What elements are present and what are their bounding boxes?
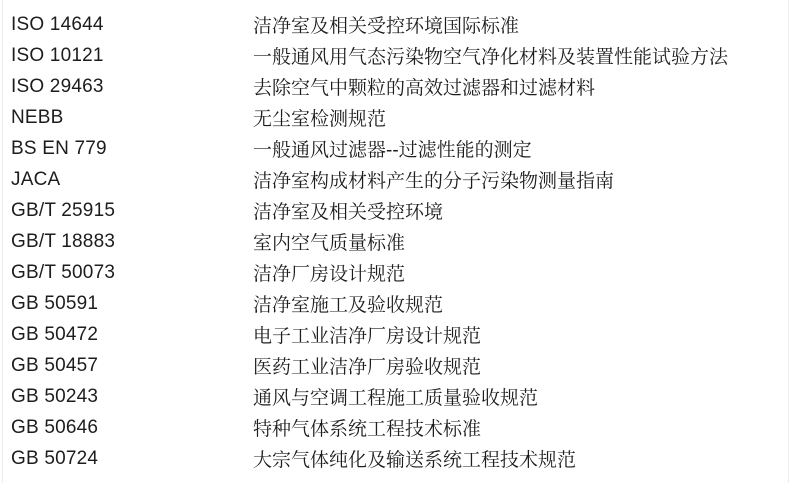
table-row bbox=[0, 164, 788, 195]
standard-code: GB 50646 bbox=[11, 416, 99, 438]
standard-description: 洁净室构成材料产生的分子污染物测量指南 bbox=[253, 171, 615, 192]
table-row bbox=[0, 443, 788, 474]
standard-code: ISO 14644 bbox=[11, 13, 104, 35]
standard-code: GB/T 50073 bbox=[11, 261, 116, 283]
standard-description: 大宗气体纯化及输送系统工程技术规范 bbox=[253, 450, 577, 471]
table-row bbox=[0, 412, 788, 443]
table-row bbox=[0, 40, 788, 71]
standards-table bbox=[0, 9, 788, 474]
table-row bbox=[0, 226, 788, 257]
standard-description: 医药工业洁净厂房验收规范 bbox=[253, 357, 482, 378]
standard-description: 特种气体系统工程技术标准 bbox=[253, 419, 482, 440]
table-row bbox=[0, 288, 788, 319]
table-row bbox=[0, 319, 788, 350]
right-edge-line bbox=[788, 0, 789, 483]
table-row bbox=[0, 195, 788, 226]
standard-description: 洁净室及相关受控环境 bbox=[253, 202, 444, 223]
standard-code: BS EN 779 bbox=[11, 137, 107, 159]
standard-code: GB/T 18883 bbox=[11, 230, 116, 252]
standard-description: 一般通风用气态污染物空气净化材料及装置性能试验方法 bbox=[253, 47, 729, 68]
standard-code: NEBB bbox=[11, 106, 64, 128]
standard-code: ISO 10121 bbox=[11, 44, 104, 66]
standard-description: 电子工业洁净厂房设计规范 bbox=[253, 326, 482, 347]
standard-description: 无尘室检测规范 bbox=[253, 109, 387, 130]
standard-description: 洁净厂房设计规范 bbox=[253, 264, 406, 285]
table-row bbox=[0, 381, 788, 412]
standard-code: GB 50243 bbox=[11, 385, 99, 407]
standard-code: JACA bbox=[11, 168, 61, 190]
standard-description: 洁净室施工及验收规范 bbox=[253, 295, 444, 316]
table-row bbox=[0, 102, 788, 133]
standard-description: 通风与空调工程施工质量验收规范 bbox=[253, 388, 539, 409]
table-row bbox=[0, 133, 788, 164]
standard-description: 一般通风过滤器--过滤性能的测定 bbox=[253, 140, 532, 161]
standard-code: GB 50591 bbox=[11, 292, 99, 314]
table-row bbox=[0, 71, 788, 102]
standard-description: 室内空气质量标准 bbox=[253, 233, 406, 254]
table-row bbox=[0, 9, 788, 40]
standard-code: GB 50457 bbox=[11, 354, 99, 376]
standard-description: 去除空气中颗粒的高效过滤器和过滤材料 bbox=[253, 78, 596, 99]
standard-code: GB/T 25915 bbox=[11, 199, 116, 221]
standard-code: GB 50724 bbox=[11, 447, 99, 469]
table-row bbox=[0, 257, 788, 288]
table-row bbox=[0, 350, 788, 381]
standard-code: GB 50472 bbox=[11, 323, 99, 345]
standard-code: ISO 29463 bbox=[11, 75, 104, 97]
standard-description: 洁净室及相关受控环境国际标准 bbox=[253, 16, 520, 37]
